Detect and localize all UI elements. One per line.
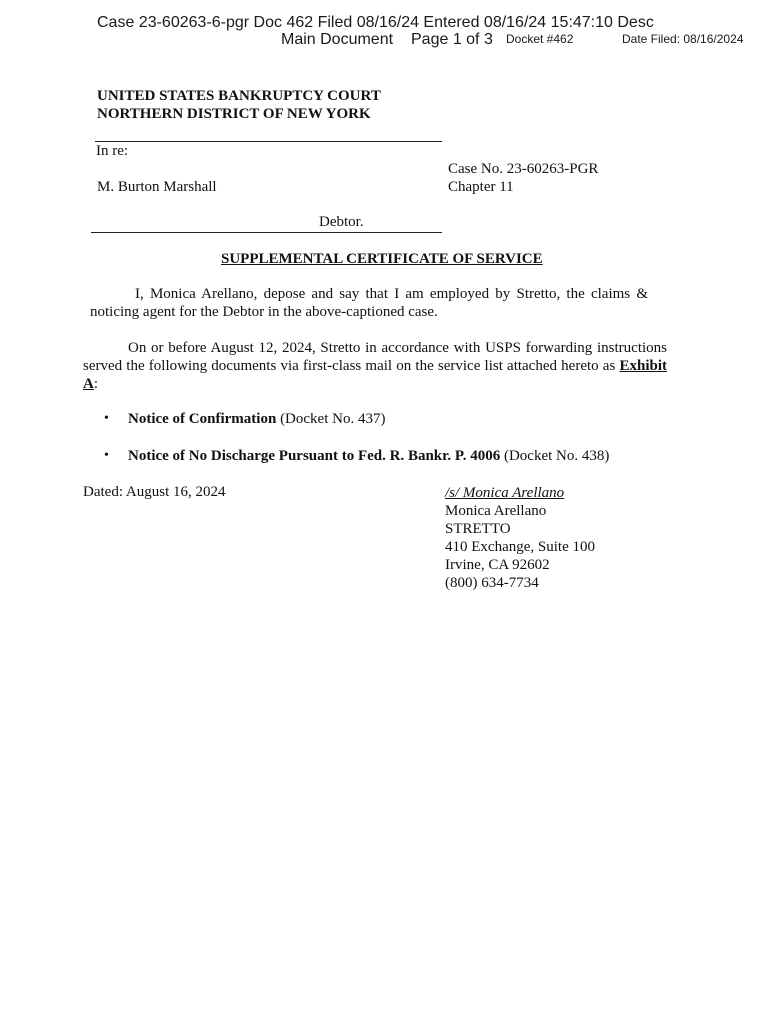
signer-phone: (800) 634-7734: [445, 575, 539, 591]
bullet-icon: •: [104, 448, 109, 463]
paragraph-service: [83, 339, 667, 393]
debtor-name: M. Burton Marshall: [97, 179, 217, 195]
court-name-line2: NORTHERN DISTRICT OF NEW YORK: [97, 106, 371, 122]
signer-company: STRETTO: [445, 521, 511, 537]
exhibit-a-reference: Exhibit A: [83, 358, 667, 392]
bullet-icon: •: [104, 411, 109, 426]
case-number: Case No. 23-60263-PGR: [448, 161, 599, 177]
signature: /s/ Monica Arellano: [445, 485, 565, 501]
list-item: [128, 411, 385, 428]
caption-bottom-rule: [91, 232, 442, 233]
date-filed-stamp: Date Filed: 08/16/2024: [622, 32, 744, 46]
in-re-label: In re:: [96, 143, 129, 159]
paragraph-service-colon: :: [93, 376, 99, 392]
chapter-label: Chapter 11: [448, 179, 514, 195]
paragraph-service-text: On or before August 12, 2024, Stretto in accordance with USPS forwarding instructions served the following documents via first-class mail on the service list attached hereto as: [83, 340, 667, 374]
paragraph-employment: I, Monica Arellano, depose and say that I am employed by Stretto, the claims & noticing agent for the Debtor in the above-captioned case.: [90, 286, 648, 320]
docket-stamp: Docket #462: [506, 32, 574, 46]
list-item-docket: (Docket No. 437): [276, 411, 386, 427]
caption-top-rule: [95, 141, 442, 142]
dated-line: Dated: August 16, 2024: [83, 484, 226, 500]
court-name-line1: UNITED STATES BANKRUPTCY COURT: [97, 88, 381, 104]
list-item-title: Notice of Confirmation: [128, 411, 277, 427]
list-item-title: Notice of No Discharge Pursuant to Fed. R. Bankr. P. 4006: [128, 448, 501, 464]
list-item: [128, 448, 609, 465]
signer-address-line2: Irvine, CA 92602: [445, 557, 550, 573]
signer-name: Monica Arellano: [445, 503, 547, 519]
main-document-label: Main Document: [281, 31, 394, 48]
document-title: SUPPLEMENTAL CERTIFICATE OF SERVICE: [221, 251, 543, 267]
case-stamp: Case 23-60263-6-pgr Doc 462 Filed 08/16/24 Entered 08/16/24 15:47:10 Desc: [97, 14, 654, 31]
list-item-docket: (Docket No. 438): [500, 448, 610, 464]
signer-address-line1: 410 Exchange, Suite 100: [445, 539, 595, 555]
page-info: Page 1 of 3: [411, 31, 493, 48]
debtor-label: Debtor.: [319, 214, 364, 230]
